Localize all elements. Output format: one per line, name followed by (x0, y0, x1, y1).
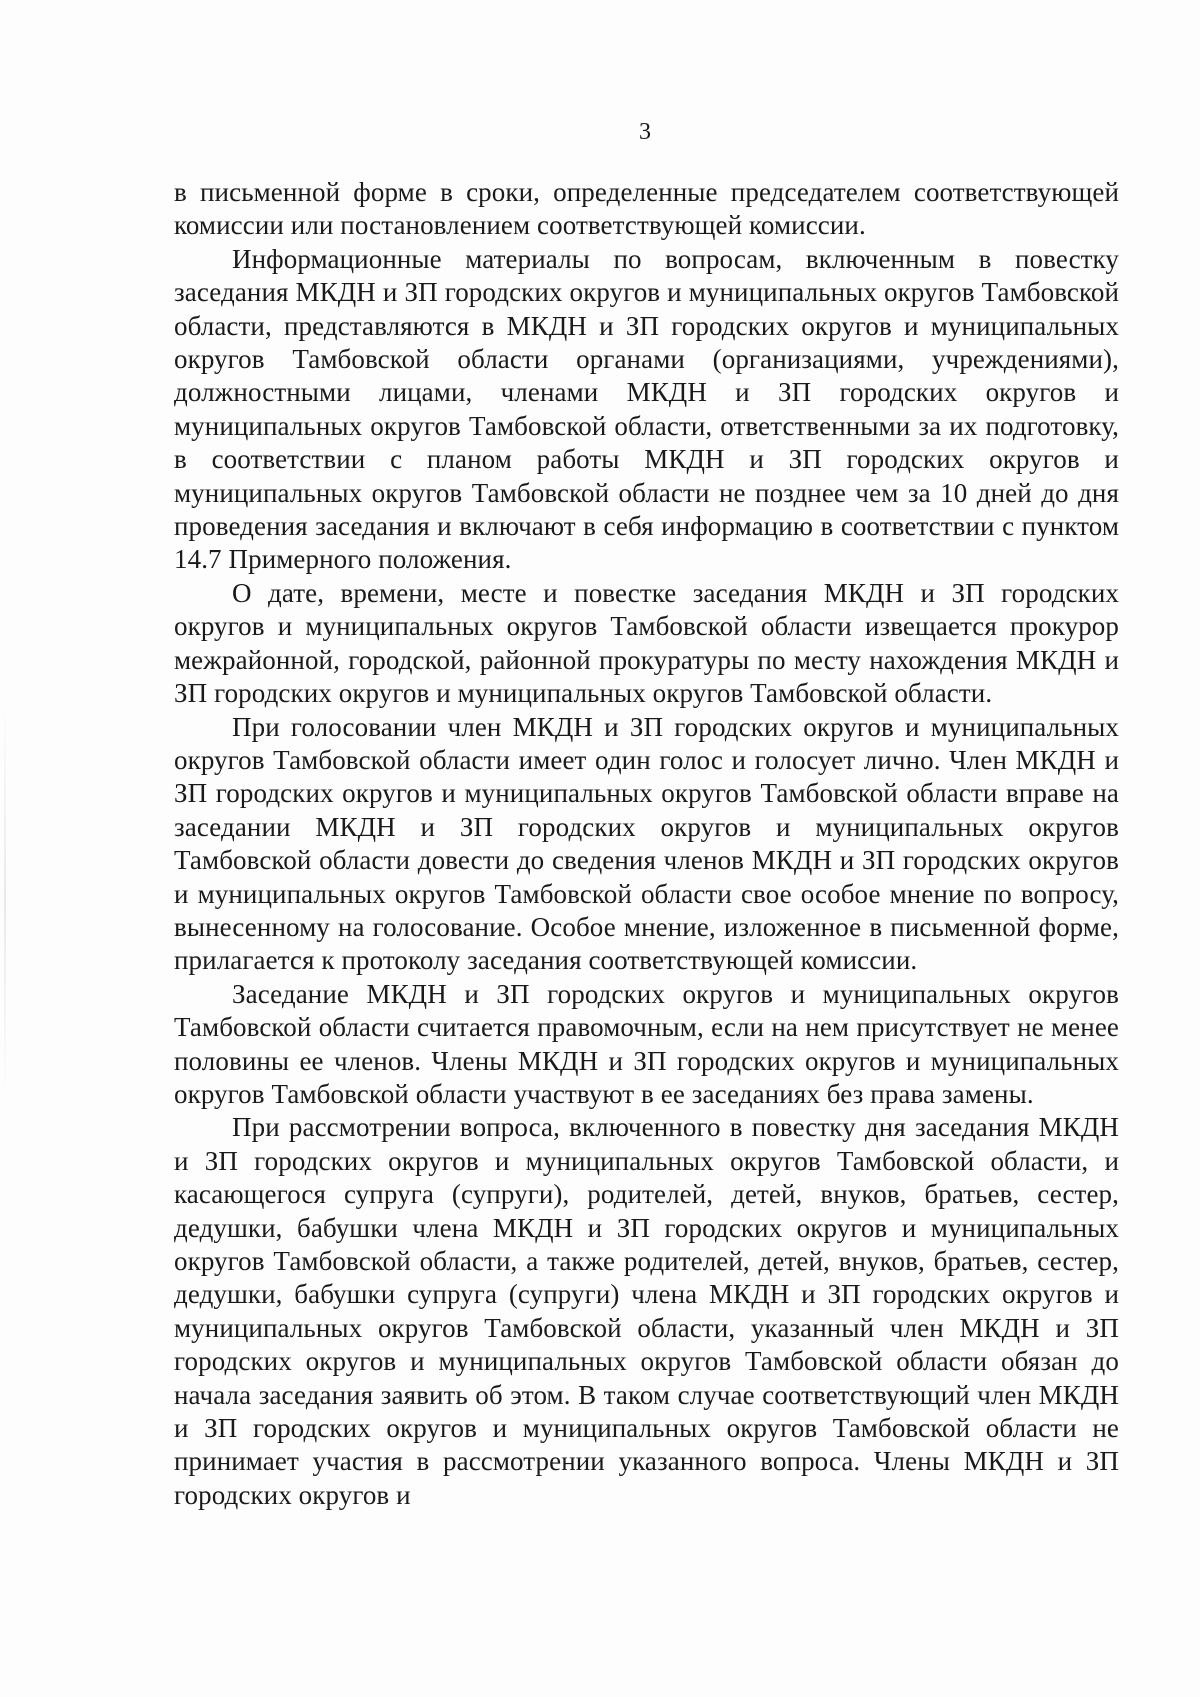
paragraph-prosecutor-notice: О дате, времени, месте и повестке заседания МКДН и ЗП городских округов и муниципальных округов Тамбовской области извещается прокурор межрайонной, городской, районной прокуратуры по месту нахождения МКДН и ЗП городских округов и муниципальных округов Тамбовской области. (174, 577, 1119, 709)
paragraph-continuation: в письменной форме в сроки, определенные председателем соответствующей комиссии или постановлением соответствующей комиссии. (174, 177, 1119, 241)
scan-edge-artifact (4, 700, 6, 1100)
paragraph-information-materials: Информационные материалы по вопросам, включенным в повестку заседания МКДН и ЗП городских округов и муниципальных округов Тамбовской области, представляются в МКДН и ЗП городских округов и муниципальных округов Тамбовской области органами (организациями, учреждениями), должностными лицами, членами МКДН и ЗП городских округов и муниципальных округов Тамбовской области, ответственными за их подготовку, в соответствии с планом работы МКДН и ЗП городских округов и муниципальных округов Тамбовской области не позднее чем за 10 дней до дня проведения заседания и включают в себя информацию в соответствии с пунктом 14.7 Примерного положения. (174, 243, 1119, 575)
page-number: 3 (639, 119, 651, 145)
document-body (174, 176, 1119, 1512)
paragraph-voting: При голосовании член МКДН и ЗП городских округов и муниципальных округов Тамбовской области имеет один голос и голосует лично. Член МКДН и ЗП городских округов и муниципальных округов Тамбовской области вправе на заседании МКДН и ЗП городских округов и муниципальных округов Тамбовской области довести до сведения членов МКДН и ЗП городских округов и муниципальных округов Тамбовской области свое особое мнение по вопросу, вынесенному на голосование. Особое мнение, изложенное в письменной форме, прилагается к протоколу заседания соответствующей комиссии. (174, 711, 1119, 976)
paragraph-conflict-of-interest: При рассмотрении вопроса, включенного в повестку дня заседания МКДН и ЗП городских округов и муниципальных округов Тамбовской области, и касающегося супруга (супруги), родителей, детей, внуков, братьев, сестер, дедушки, бабушки члена МКДН и ЗП городских округов и муниципальных округов Тамбовской области, а также родителей, детей, внуков, братьев, сестер, дедушки, бабушки супруга (супруги) члена МКДН и ЗП городских округов и муниципальных округов Тамбовской области, указанный член МКДН и ЗП городских округов и муниципальных округов Тамбовской области обязан до начала заседания заявить об этом. В таком случае соответствующий член МКДН и ЗП городских округов и муниципальных округов Тамбовской области не принимает участия в рассмотрении указанного вопроса. Члены МКДН и ЗП городских округов и (174, 1112, 1119, 1510)
paragraph-quorum: Заседание МКДН и ЗП городских округов и муниципальных округов Тамбовской области считается правомочным, если на нем присутствует не менее половины ее членов. Члены МКДН и ЗП городских округов и муниципальных округов Тамбовской области участвуют в ее заседаниях без права замены. (174, 978, 1119, 1109)
